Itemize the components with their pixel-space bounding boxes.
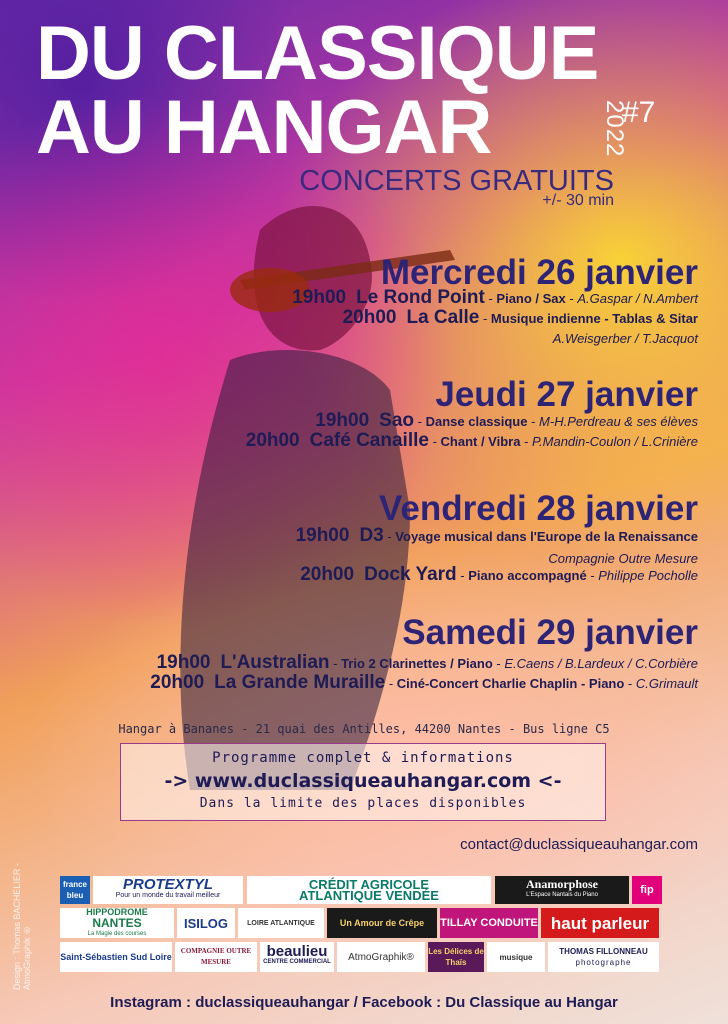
event-line: [292, 289, 698, 308]
protextyl-logo: [93, 876, 243, 904]
isilog-logo: ISILOG: [177, 908, 235, 938]
program-info-box: [120, 743, 606, 821]
event-performers: Compagnie Outre Mesure: [548, 551, 698, 566]
separator: -: [385, 676, 397, 691]
event-time: 19h00: [156, 652, 211, 673]
separator: -: [484, 291, 497, 306]
credit-agricole-line2: ATLANTIQUE VENDÉE: [299, 888, 439, 903]
event-time: 19h00: [292, 287, 347, 308]
separator: -: [428, 434, 441, 449]
hippodrome-line1: HIPPODROME: [86, 908, 148, 917]
anamorphose-name: Anamorphose: [525, 877, 598, 891]
beaulieu-tagline: CENTRE COMMERCIAL: [263, 959, 331, 965]
event-venue: La Calle: [406, 307, 480, 328]
france-bleu-logo: france bleu: [60, 876, 90, 904]
event-time: 20h00: [150, 672, 205, 693]
hippodrome-logo: [60, 908, 174, 938]
loire-atlantique-logo: LOIRE ATLANTIQUE: [238, 908, 324, 938]
event-venue: La Grande Muraille: [214, 672, 386, 693]
event-line: [296, 527, 698, 546]
separator: -: [414, 414, 426, 429]
contact-email[interactable]: contact@duclassiqueauhangar.com: [460, 836, 698, 853]
event-line: [300, 566, 698, 585]
event-performers: A.Weisgerber / T.Jacquot: [552, 331, 698, 346]
event-venue: D3: [359, 525, 384, 546]
separator: -: [329, 656, 342, 671]
venue-address: Hangar à Bananes - 21 quai des Antilles, 44200 Nantes - Bus ligne C5: [118, 722, 610, 736]
event-venue: L'Australian: [220, 652, 330, 673]
saint-sebastien-logo: Saint-Sébastien Sud Loire: [60, 942, 172, 972]
event-performers: A.Gaspar / N.Ambert: [577, 291, 698, 306]
event-performers: Philippe Pocholle: [598, 568, 698, 583]
credit-agricole-line1: CRÉDIT AGRICOLE: [308, 877, 430, 892]
day-heading: Vendredi 28 janvier: [378, 489, 698, 528]
event-description: Ciné-Concert Charlie Chaplin - Piano: [396, 676, 625, 691]
anamorphose-logo: [495, 876, 629, 904]
edition-year: 2022: [601, 100, 628, 158]
event-venue: Sao: [379, 410, 415, 431]
fip-logo: fip: [632, 876, 662, 904]
protextyl-name: PROTEXTYL: [122, 876, 213, 893]
concert-duration: +/- 30 min: [542, 192, 614, 209]
day-heading: Jeudi 27 janvier: [435, 375, 698, 414]
separator: -: [383, 529, 396, 544]
atmographik-logo: AtmoGraphik®: [337, 942, 425, 972]
anamorphose-tagline: L'Espace Nantais du Piano: [526, 892, 598, 898]
festival-title-line1: DU CLASSIQUE: [36, 11, 599, 96]
event-description: Voyage musical dans l'Europe de la Renaissance: [395, 529, 698, 544]
hippodrome-tagline: La Magie des courses: [87, 930, 147, 937]
subtitle: CONCERTS GRATUITS: [299, 165, 614, 197]
beaulieu-name: beaulieu: [266, 943, 328, 960]
event-description: Trio 2 Clarinettes / Piano: [341, 656, 493, 671]
b-musique-logo: musique: [487, 942, 545, 972]
event-line: [315, 412, 698, 431]
separator: -: [624, 676, 636, 691]
event-venue: Café Canaille: [309, 430, 429, 451]
edition-number: #7: [622, 96, 656, 129]
event-line: [343, 309, 698, 328]
un-amour-de-crepe-logo: Un Amour de Crêpe: [327, 908, 437, 938]
compagnie-outre-mesure-logo: COMPAGNIE OUTRE MESURE: [175, 942, 257, 972]
event-description: Piano accompagné: [468, 568, 587, 583]
event-performers: P.Mandin-Coulon / L.Crinière: [532, 434, 698, 449]
separator: -: [492, 656, 505, 671]
event-description: Musique indienne - Tablas & Sitar: [490, 311, 698, 326]
event-line: [150, 674, 698, 693]
beaulieu-logo: [260, 942, 334, 972]
hippodrome-line2: NANTES: [92, 915, 142, 930]
event-description: Chant / Vibra: [440, 434, 521, 449]
event-performers: E.Caens / B.Lardeux / C.Corbière: [504, 656, 698, 671]
event-time: 20h00: [300, 564, 355, 585]
delices-de-thais-logo: Les Délices de Thaïs: [428, 942, 484, 972]
seating-note: Dans la limite des places disponibles: [199, 796, 527, 811]
event-performers: M-H.Perdreau & ses élèves: [539, 414, 698, 429]
haut-parleur-logo: haut parleur: [541, 908, 659, 938]
event-line: [553, 330, 698, 348]
event-line: [246, 432, 698, 451]
event-venue: Dock Yard: [364, 564, 457, 585]
fillonneau-name: THOMAS FILLONNEAU: [559, 947, 648, 956]
separator: -: [479, 311, 491, 326]
event-time: 19h00: [295, 525, 350, 546]
event-line: [157, 654, 698, 673]
website-link[interactable]: -> www.duclassiqueauhangar.com <-: [164, 770, 562, 792]
separator: -: [586, 568, 599, 583]
event-venue: Le Rond Point: [356, 287, 485, 308]
separator: -: [527, 414, 540, 429]
day-heading: Mercredi 26 janvier: [380, 253, 698, 292]
event-time: 19h00: [315, 410, 370, 431]
protextyl-tagline: Pour un monde du travail meilleur: [115, 892, 221, 899]
event-description: Piano / Sax: [496, 291, 566, 306]
social-links: Instagram : duclassiqueauhangar / Facebook : Du Classique au Hangar: [110, 994, 618, 1011]
event-time: 20h00: [245, 430, 300, 451]
festival-title-line2: AU HANGAR: [36, 85, 492, 170]
day-heading: Samedi 29 janvier: [402, 613, 698, 652]
tillay-conduite-logo: TILLAY CONDUITE: [440, 908, 538, 938]
credit-agricole-logo: [247, 876, 491, 904]
fillonneau-tagline: photographe: [575, 958, 632, 967]
separator: -: [456, 568, 469, 583]
event-description: Danse classique: [425, 414, 528, 429]
separator: -: [565, 291, 578, 306]
design-credit: Design : Thomas BACHELIER - AtmoGraphik ®: [12, 863, 32, 990]
thomas-fillonneau-logo: [548, 942, 659, 972]
separator: -: [520, 434, 533, 449]
program-info-label: Programme complet & informations: [212, 750, 514, 766]
event-performers: C.Grimault: [635, 676, 698, 691]
event-time: 20h00: [342, 307, 397, 328]
